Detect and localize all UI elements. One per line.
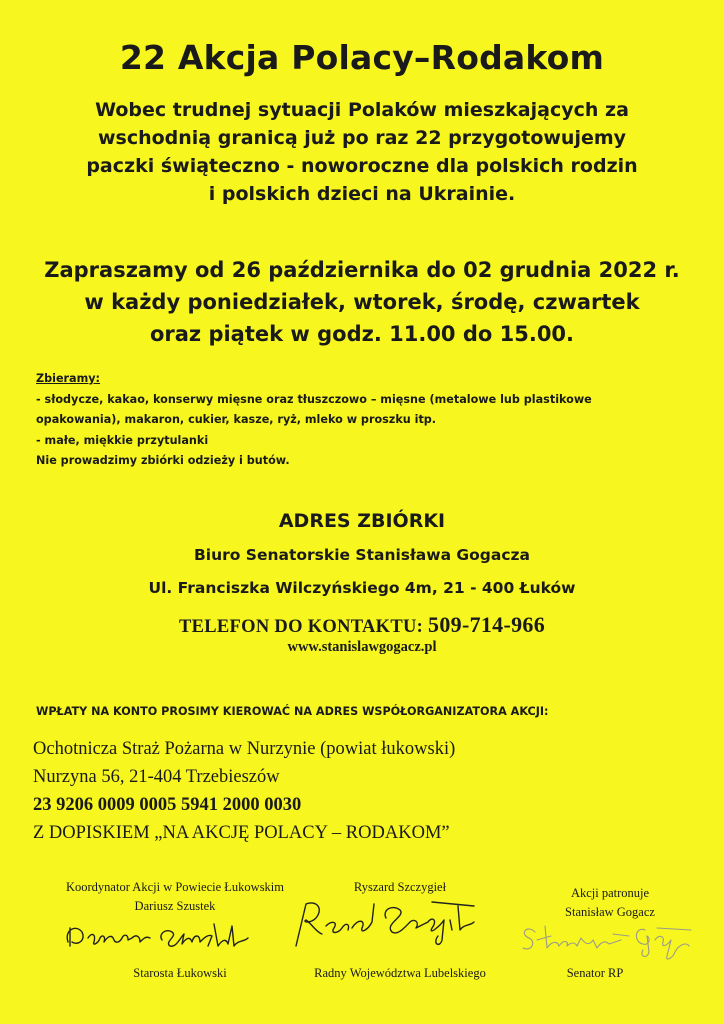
website-link: www.stanislawgogacz.pl	[287, 639, 437, 655]
bank-details	[33, 735, 455, 847]
signatory-role: Akcji patronuje	[570, 886, 650, 900]
handwritten-signature-middle	[282, 896, 482, 956]
address-heading: ADRES ZBIÓRKI	[278, 510, 446, 532]
collection-line: - małe, miękkie przytulanki	[36, 433, 209, 447]
collection-heading: Zbieramy:	[36, 372, 101, 385]
signatory-role: Koordynator Akcji w Powiecie Łukowskim	[65, 880, 285, 894]
signatory-title-middle: Radny Województwa Lubelskiego	[314, 966, 486, 980]
page-title: 22 Akcja Polacy–Rodakom	[119, 38, 605, 77]
invite-line: Zapraszamy od 26 października do 02 grudnia 2022 r.	[44, 258, 680, 282]
signature-block-middle	[280, 878, 520, 897]
intro-line: paczki świąteczno - noworoczne dla polskich rodzin	[86, 155, 638, 177]
address-office: Biuro Senatorskie Stanisława Gogacza	[193, 546, 531, 564]
contact-phone	[0, 612, 724, 638]
signatory-name: Dariusz Szustek	[134, 899, 216, 913]
bank-note: Z DOPISKIEM „NA AKCJĘ POLACY – RODAKOM”	[33, 823, 450, 843]
invite-line: oraz piątek w godz. 11.00 do 15.00.	[149, 322, 575, 346]
intro-line: Wobec trudnej sytuacji Polaków mieszkających za	[95, 99, 629, 121]
signatory-name: Ryszard Szczygieł	[353, 880, 447, 894]
signatory-title-right: Senator RP	[566, 966, 624, 980]
collection-line: - słodycze, kakao, konserwy mięsne oraz tłuszczowo – mięsne (metalowe lub plastikowe	[36, 392, 592, 406]
intro-line: i polskich dzieci na Ukrainie.	[208, 183, 516, 205]
intro-line: wschodnią granicą już po raz 22 przygotowujemy	[97, 127, 627, 149]
bank-org: Ochotnicza Straż Pożarna w Nurzynie (powiat łukowski)	[33, 739, 456, 759]
collection-line: opakowania), makaron, cukier, kasze, ryż, mleko w proszku itp.	[36, 413, 437, 426]
intro-text	[0, 96, 724, 208]
signatory-name: Stanisław Gogacz	[565, 905, 655, 919]
phone-number: 509-714-966	[428, 612, 545, 637]
address-street: Ul. Franciszka Wilczyńskiego 4m, 21 - 400 Łuków	[148, 579, 576, 597]
bank-account-number: 23 9206 0009 0005 5941 2000 0030	[33, 795, 302, 815]
collection-line: Nie prowadzimy zbiórki odzieży i butów.	[36, 454, 290, 467]
handwritten-signature-right	[517, 912, 697, 962]
phone-label: TELEFON DO KONTAKTU:	[178, 617, 424, 637]
payments-notice: WPŁATY NA KONTO PROSIMY KIEROWAĆ NA ADRES WSPÓŁORGANIZATORA AKCJI:	[36, 705, 549, 718]
invite-line: w każdy poniedziałek, wtorek, środę, czwartek	[84, 290, 640, 314]
collection-list	[36, 369, 696, 472]
handwritten-signature-left	[62, 912, 262, 957]
signatory-title-left: Starosta Łukowski	[133, 966, 227, 980]
invitation-text	[0, 254, 724, 350]
bank-address: Nurzyna 56, 21-404 Trzebieszów	[33, 767, 280, 787]
